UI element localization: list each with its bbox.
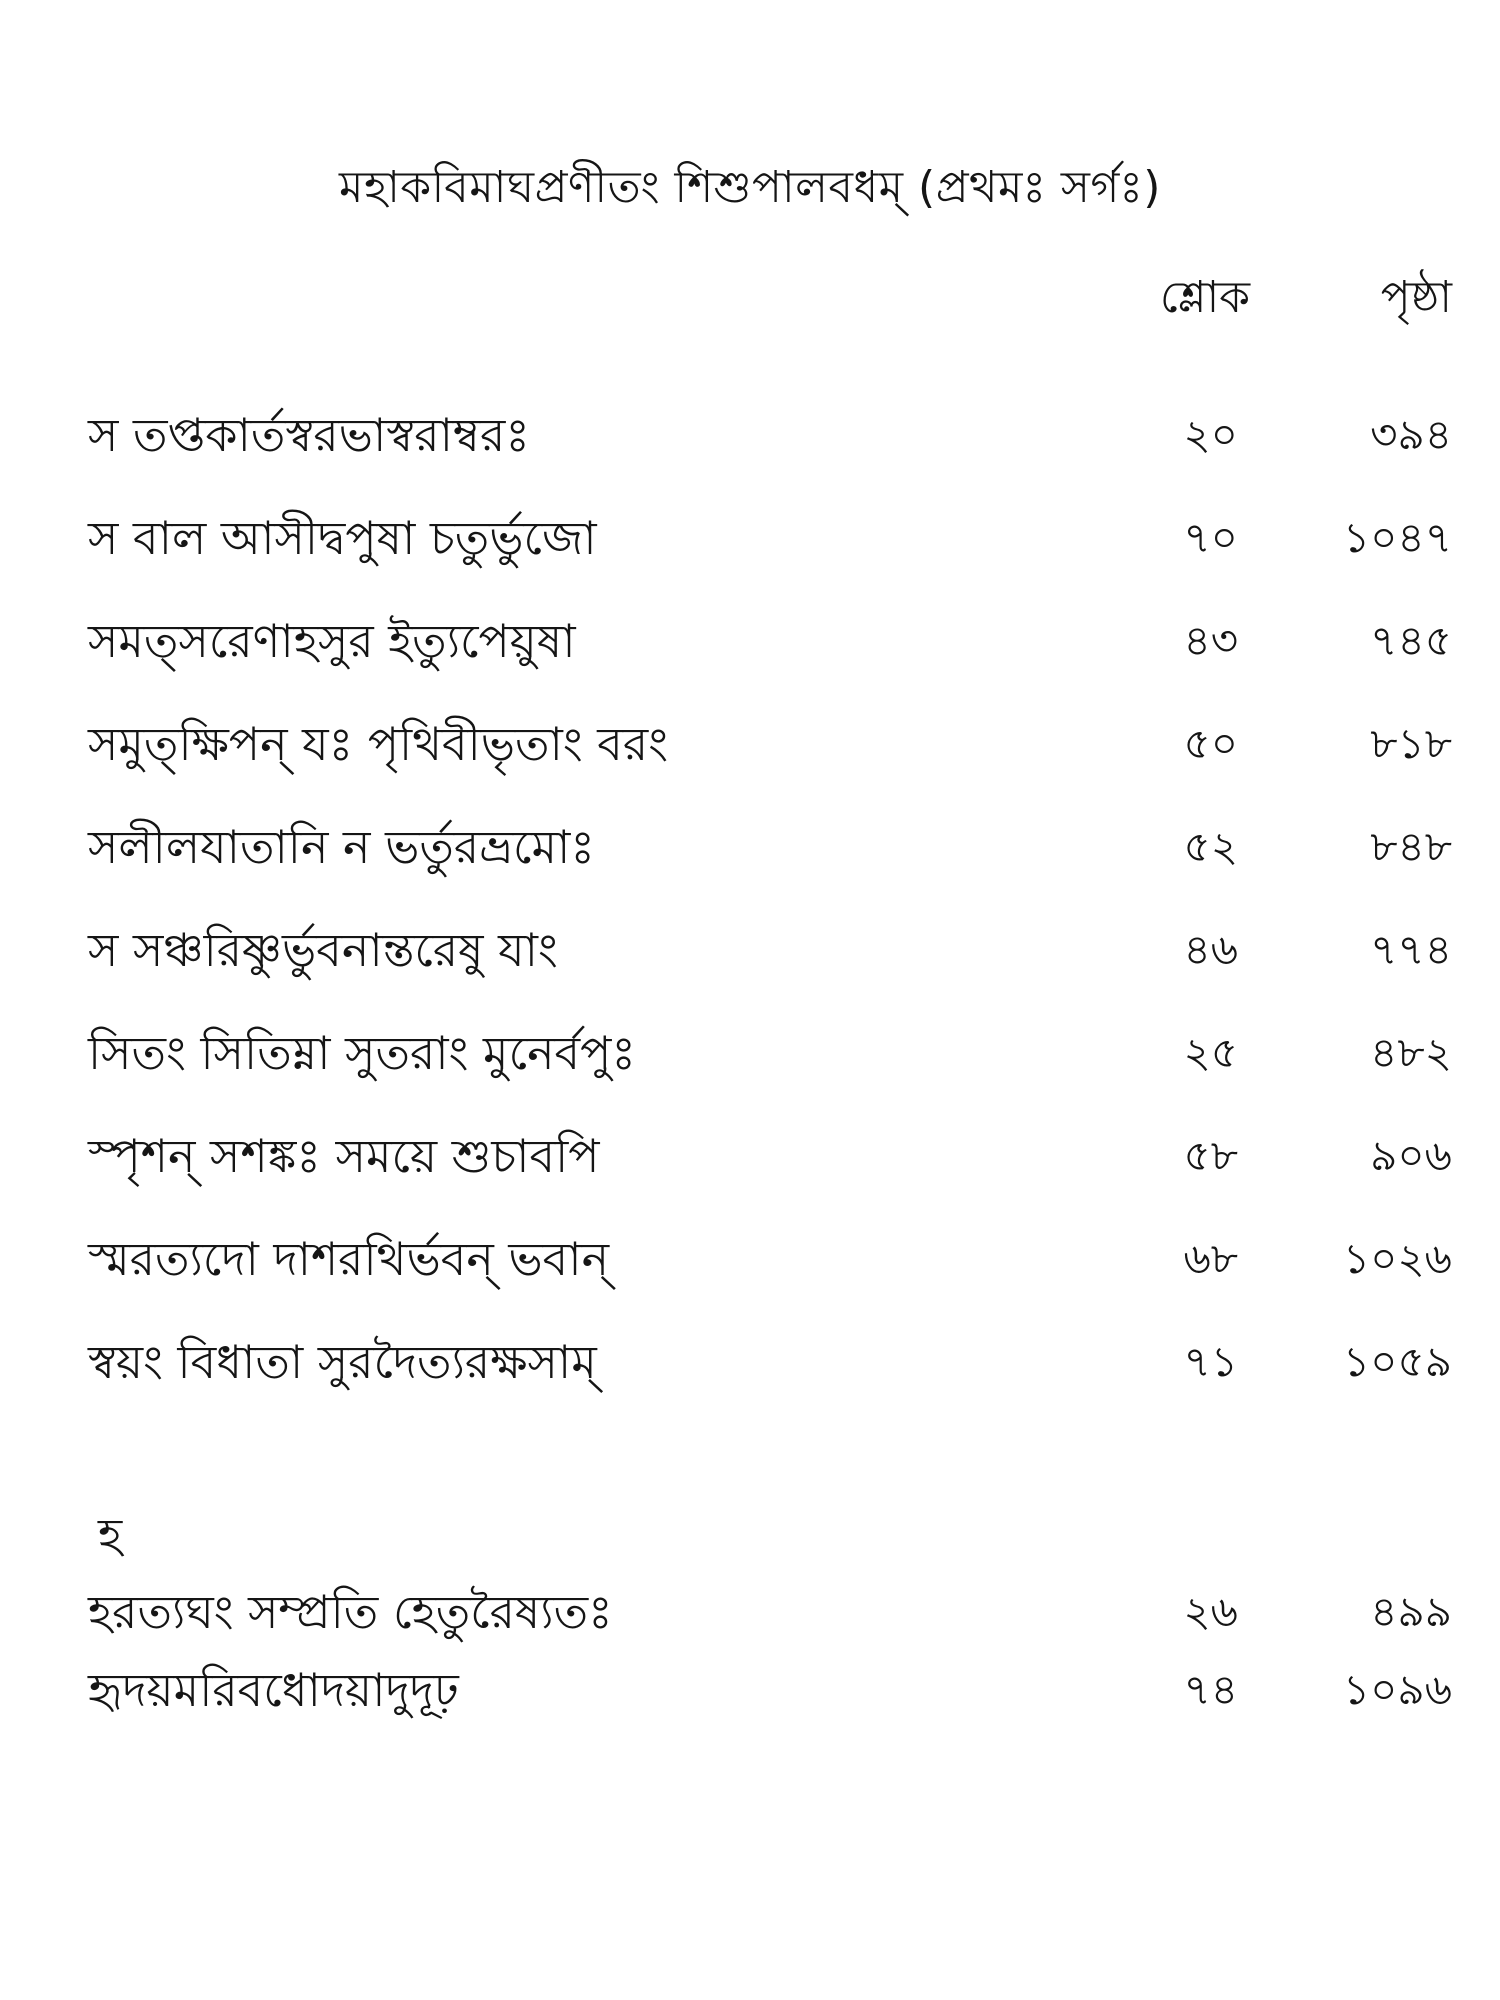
- verse-first-line: সমত্সরেণাহসুর ইত্যুপেয়ুষা: [88, 614, 576, 668]
- sloka-number: ৫৮: [1183, 1131, 1238, 1180]
- page-number: ৮১৮: [1370, 719, 1452, 768]
- verse-first-line: হরত্যঘং সম্প্রতি হেতুরৈষ্যতঃ: [88, 1585, 613, 1639]
- sloka-number: ৫২: [1183, 822, 1238, 871]
- verse-first-line: সমুত্‌ক্ষিপন্ যঃ পৃথিবীভৃতাং বরং: [88, 717, 669, 771]
- verse-first-line: স বাল আসীদ্বপুষা চতুর্ভুজো: [88, 511, 597, 565]
- sloka-number: ২৬: [1183, 1587, 1238, 1636]
- page-number: ১০৫৯: [1342, 1337, 1452, 1386]
- sloka-number: ৭১: [1183, 1337, 1238, 1386]
- index-entry: [0, 1577, 1500, 1647]
- page-number: ৪৮২: [1370, 1028, 1452, 1077]
- verse-first-line: স সঞ্চরিষ্ণুর্ভুবনান্তরেষু যাং: [88, 923, 558, 977]
- index-entry: [0, 400, 1500, 470]
- index-entry: [0, 915, 1500, 985]
- page-number: ১০৯৬: [1342, 1665, 1452, 1714]
- column-header-page: পৃষ্ঠা: [1380, 272, 1452, 323]
- sloka-number: ২৫: [1183, 1028, 1238, 1077]
- verse-first-line: স্পৃশন্ সশঙ্কঃ সময়ে শুচাবপি: [88, 1129, 600, 1183]
- index-entry: [0, 503, 1500, 573]
- index-entry: [0, 1327, 1500, 1397]
- verse-first-line: স তপ্তকার্তস্বরভাস্বরাম্বরঃ: [88, 408, 530, 462]
- verse-first-line: সলীলযাতানি ন ভর্তুরভ্রমোঃ: [88, 820, 595, 874]
- verse-first-line: স্মরত্যদো দাশরথির্ভবন্ ভবান্: [88, 1232, 610, 1286]
- index-entry: [0, 812, 1500, 882]
- page-number: ১০৪৭: [1342, 513, 1452, 562]
- sloka-number: ৪৩: [1183, 616, 1238, 665]
- index-entry: [0, 1018, 1500, 1088]
- sloka-number: ৫০: [1183, 719, 1238, 768]
- index-entry: [0, 606, 1500, 676]
- page-number: ৭৪৫: [1370, 616, 1452, 665]
- sloka-number: ২০: [1183, 410, 1238, 459]
- page-number: ৩৯৪: [1370, 410, 1452, 459]
- verse-first-line: সিতং সিতিম্না সুতরাং মুনের্বপুঃ: [88, 1026, 636, 1080]
- verse-first-line: স্বয়ং বিধাতা সুরদৈত্যরক্ষসাম্: [88, 1335, 597, 1389]
- page-number: ৯০৬: [1370, 1131, 1452, 1180]
- page-number: ৪৯৯: [1370, 1587, 1452, 1636]
- page-number: ১০২৬: [1342, 1234, 1452, 1283]
- index-entry: [0, 1121, 1500, 1191]
- sloka-number: ৭৪: [1183, 1665, 1238, 1714]
- sloka-number: ৬৮: [1183, 1234, 1238, 1283]
- sloka-number: ৪৬: [1183, 925, 1238, 974]
- column-header-sloka: শ্লোক: [1159, 272, 1250, 323]
- page-title: মহাকবিমাঘপ্রণীতং শিশুপালবধম্ (প্রথমঃ সর্গঃ): [339, 162, 1161, 213]
- section-letter: হ: [98, 1508, 123, 1562]
- page-number: ৭৭৪: [1370, 925, 1452, 974]
- index-entry: [0, 709, 1500, 779]
- verse-first-line: হৃদয়মরিবধোদয়াদুদূঢ়: [88, 1663, 459, 1717]
- sloka-number: ৭০: [1183, 513, 1238, 562]
- index-entry: [0, 1655, 1500, 1725]
- page-number: ৮৪৮: [1370, 822, 1452, 871]
- index-entry: [0, 1224, 1500, 1294]
